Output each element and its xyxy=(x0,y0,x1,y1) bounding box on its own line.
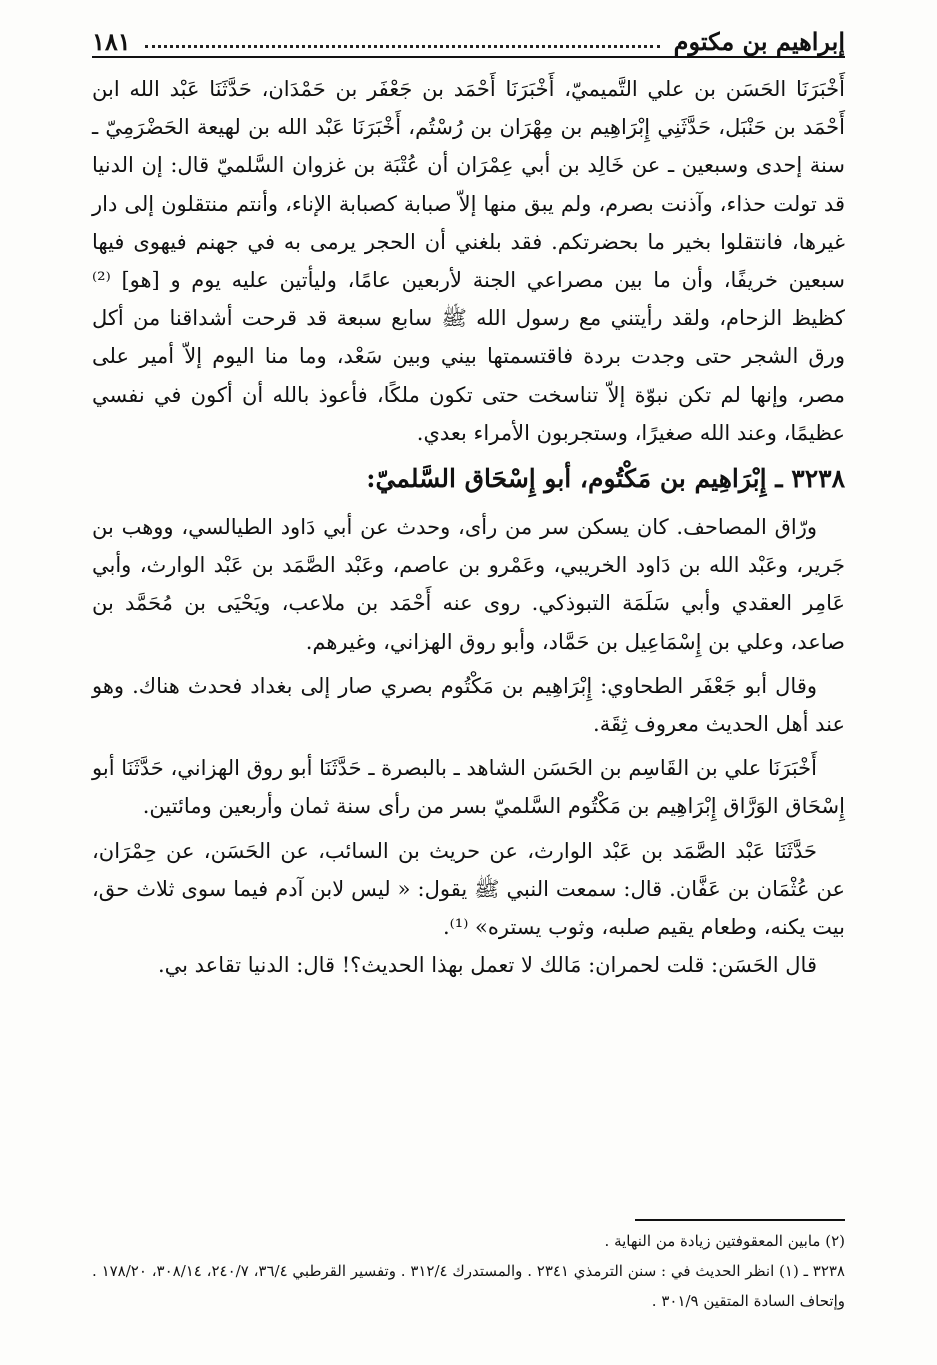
footnote-divider xyxy=(635,1219,845,1221)
entry-paragraph: ورّاق المصاحف. كان يسكن سر من رأى، وحدث عن أبي دَاود الطيالسي، ووهب بن جَرير، وعَبْد الله بن دَاود الخريبي، وعَمْرو بن عاصم، وعَبْد الصَّمَد بن عَبْد الوارث، وأبي عَامِر العقدي وأبي سَلَمَة التبوذكي. روى عنه أَحْمَد بن ملاعب، ويَحْيَى بن مُحَمَّد بن صاعد، وعلي بن إِسْمَاعِيل بن حَمَّاد، وأبو روق الهزاني، وغيرهم. xyxy=(92,515,845,654)
entry-paragraph: أَخْبَرَنَا علي بن القَاسِم بن الحَسَن الشاهد ـ بالبصرة ـ حَدَّثَنَا أبو روق الهزاني، حَدَّثَنَا أبو إِسْحَاق الوَرَّاق إِبْرَاهِيم بن مَكْتُوم السَّلميّ بسر من رأى سنة ثمان وأربعين ومائتين. xyxy=(92,756,845,819)
footnote: (٢) مابين المعقوفتين زيادة من النهاية . xyxy=(604,1232,845,1250)
entry-heading: ٣٢٣٨ ـ إِبْرَاهِيم بن مَكْتُوم، أبو إِسْحَاق السَّلميّ: xyxy=(366,464,845,494)
footnotes xyxy=(92,1226,845,1316)
header-leader-dots xyxy=(145,45,660,48)
main-text xyxy=(92,70,845,984)
page-number: ١٨١ xyxy=(92,27,131,56)
running-title: إبراهيم بن مكتوم xyxy=(673,27,845,56)
narration-paragraph: أَخْبَرَنَا الحَسَن بن علي التَّميميّ، أَخْبَرَنَا أَحْمَد بن جَعْفَر بن حَمْدَان، حَدَّثَنَا عَبْد الله ابن أَحْمَد بن حَنْبَل، حَدَّثَنِي إِبْرَاهِيم بن مِهْرَان بن رُسْتُم، أَخْبَرَنَا عَبْد الله بن لهيعة الحَضْرَمِيّ ـ سنة إحدى وسبعين ـ عن خَالِد بن أبي عِمْرَان أن عُتْبَة بن غزوان السَّلميّ قال: إن الدنيا قد تولت حذاء، وآذنت بصرم، ولم يبق منها إلاّ صبابة كصبابة الإناء، وأنتم منتقلون إلى دار غيرها، فانتقلوا بخير ما بحضرتكم. فقد بلغني أن الحجر يرمى به في جهنم فيهوى فيها سبعين خريفًا، وأن ما بين مصراعي الجنة لأربعين عامًا، وليأتين عليه يوم و [هو] ⁽²⁾ كظيظ الزحام، ولقد رأيتني مع رسول الله ﷺ سابع سبعة قد قرحت أشداقنا من أكل ورق الشجر حتى وجدت بردة فاقتسمتها بيني وبين سَعْد، وما منا اليوم إلاّ أمير على مصر، وإنها لم تكن نبوّة إلاّ تناسخت حتى تكون ملكًا، فأعوذ بالله أن أكون في نفسي عظيمًا، وعند الله صغيرًا، وستجربون الأمراء بعدي. xyxy=(92,77,845,445)
entry-paragraph: حَدَّثَنَا عَبْد الصَّمَد بن عَبْد الوارث، عن حريث بن السائب، عن الحَسَن، عن حِمْرَان، عن عُثْمَان بن عَفَّان. قال: سمعت النبي ﷺ يقول: « ليس لابن آدم فيما سوى ثلاث حق، بيت يكنه، وطعام يقيم صلبه، وثوب يستره» ⁽¹⁾. xyxy=(92,838,845,940)
running-header xyxy=(92,22,845,58)
footnote: ٣٢٣٨ ـ (١) انظر الحديث في : سنن الترمذي ٢٣٤١ . والمستدرك ٣١٢/٤ . وتفسير القرطبي ٣٦/٤، ٢٤٠/٧، ٣٠٨/١٤، ١٧٨/٢٠ . وإتحاف السادة المتقين ٣٠١/٩ . xyxy=(92,1262,845,1310)
entry-paragraph: وقال أبو جَعْفَر الطحاوي: إِبْرَاهِيم بن مَكْتُوم بصري صار إلى بغداد فحدث هناك. وهو عند أهل الحديث معروف ثِقَة. xyxy=(92,673,845,737)
entry-paragraph: قال الحَسَن: قلت لحمران: مَالك لا تعمل بهذا الحديث؟! قال: الدنيا تقاعد بي. xyxy=(157,953,817,978)
